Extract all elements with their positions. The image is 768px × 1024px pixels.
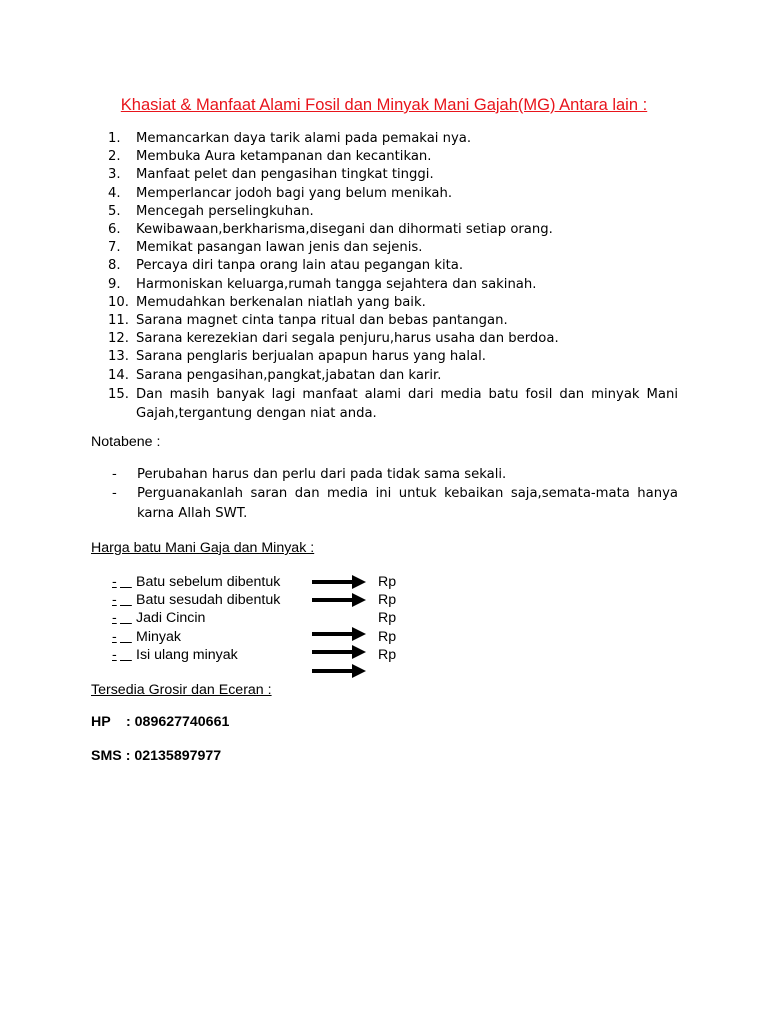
price-underline (120, 609, 136, 627)
benefit-item (108, 221, 678, 239)
benefit-item (108, 294, 678, 312)
benefit-item (108, 148, 678, 166)
benefit-item (108, 257, 678, 275)
benefit-item (108, 348, 678, 366)
benefit-number: 7. (108, 240, 121, 256)
benefit-item (108, 276, 678, 294)
note-dash: - (112, 486, 117, 502)
benefit-number: 4. (108, 185, 121, 201)
benefit-text: Membuka Aura ketampanan dan kecantikan. (136, 149, 432, 165)
benefit-text: Dan masih banyak lagi manfaat alami dari media batu fosil dan minyak Mani Gajah,tergantung dengan niat anda. (136, 386, 678, 422)
benefit-number: 10. (108, 294, 129, 310)
price-underline (120, 573, 136, 591)
note-text: Perguanakanlah saran dan media ini untuk kebaikan saja,semata-mata hanya karna Allah SWT. (137, 486, 678, 521)
grosir-label: Tersedia Grosir dan Eceran : (91, 682, 272, 698)
price-underline (120, 591, 136, 609)
price-row (112, 591, 432, 609)
benefit-item (108, 385, 678, 424)
benefit-text: Sarana penglaris berjualan apapun harus yang halal. (136, 349, 486, 365)
benefit-item (108, 185, 678, 203)
benefit-number: 13. (108, 349, 129, 365)
benefit-number: 9. (108, 276, 121, 292)
benefit-number: 1. (108, 131, 121, 146)
hp-contact (91, 714, 229, 730)
benefit-number: 14. (108, 367, 129, 383)
price-dash: - (112, 610, 117, 627)
benefit-item (108, 166, 678, 184)
price-rp: Rp (378, 628, 397, 645)
benefit-item (108, 239, 678, 257)
sms-number: : 02135897977 (125, 748, 222, 764)
price-list (112, 573, 432, 664)
benefit-text: Sarana magnet cinta tanpa ritual dan bebas pantangan. (136, 313, 508, 329)
benefit-text: Manfaat pelet dan pengasihan tingkat tinggi. (136, 167, 434, 183)
price-item: Batu sebelum dibentuk (136, 574, 281, 590)
benefit-text: Harmoniskan keluarga,rumah tangga sejahtera dan sakinah. (136, 276, 537, 292)
price-row (112, 609, 432, 627)
note-text: Perubahan harus dan perlu dari pada tidak sama sekali. (137, 467, 507, 482)
price-dash: - (112, 628, 117, 645)
notabene-label: Notabene : (91, 434, 161, 450)
price-item: Isi ulang minyak (136, 646, 238, 663)
benefit-text: Kewibawaan,berkharisma,disegani dan dihormati setiap orang. (136, 222, 553, 238)
benefit-text: Memancarkan daya tarik alami pada pemakai nya. (136, 131, 472, 146)
price-row (112, 646, 432, 664)
sms-label: SMS (91, 748, 122, 764)
price-rp: Rp (378, 646, 397, 663)
benefit-item (108, 330, 678, 348)
sms-contact (91, 748, 221, 764)
price-row (112, 628, 432, 646)
benefit-text: Memikat pasangan lawan jenis dan sejenis. (136, 240, 423, 256)
price-item: Jadi Cincin (136, 610, 206, 627)
hp-number: : 089627740661 (126, 714, 230, 730)
benefit-item (108, 130, 678, 148)
price-rp: Rp (378, 610, 397, 627)
benefit-text: Memudahkan berkenalan niatlah yang baik. (136, 294, 426, 310)
benefit-number: 8. (108, 258, 121, 274)
benefit-number: 15. (108, 386, 129, 402)
benefit-number: 5. (108, 203, 121, 219)
benefit-number: 12. (108, 331, 129, 347)
benefit-text: Sarana pengasihan,pangkat,jabatan dan karir. (136, 367, 442, 383)
note-dash: - (112, 467, 117, 482)
notes-list (112, 465, 678, 523)
benefit-text: Percaya diri tanpa orang lain atau pegangan kita. (136, 258, 464, 274)
right-arrow-icon (312, 627, 366, 641)
benefit-item (108, 312, 678, 330)
price-item: Batu sesudah dibentuk (136, 592, 281, 609)
right-arrow-icon (312, 593, 366, 607)
benefit-text: Mencegah perselingkuhan. (136, 203, 314, 219)
benefit-item (108, 203, 678, 221)
price-row (112, 573, 432, 591)
note-item (112, 465, 678, 484)
price-item: Minyak (136, 628, 181, 645)
right-arrow-icon (312, 575, 366, 589)
right-arrow-icon (312, 645, 366, 659)
note-item (112, 484, 678, 523)
benefit-text: Sarana kerezekian dari segala penjuru,harus usaha dan berdoa. (136, 331, 559, 347)
price-rp: Rp (378, 592, 397, 609)
benefit-text: Memperlancar jodoh bagi yang belum menikah. (136, 185, 453, 201)
hp-label: HP (91, 714, 111, 730)
benefit-item (108, 367, 678, 385)
benefit-number: 6. (108, 222, 121, 238)
price-underline (120, 646, 136, 664)
benefits-list (108, 130, 678, 424)
price-heading: Harga batu Mani Gaja dan Minyak : (91, 540, 315, 556)
document-title: Khasiat & Manfaat Alami Fosil dan Minyak Mani Gajah(MG) Antara lain : (120, 96, 648, 114)
price-dash: - (112, 646, 117, 663)
right-arrow-icon (312, 664, 366, 678)
benefit-number: 2. (108, 149, 121, 165)
benefit-number: 11. (108, 313, 129, 329)
benefit-number: 3. (108, 167, 121, 183)
price-rp: Rp (378, 574, 397, 590)
price-dash: - (112, 592, 117, 609)
price-dash: - (112, 574, 117, 590)
price-underline (120, 628, 136, 646)
